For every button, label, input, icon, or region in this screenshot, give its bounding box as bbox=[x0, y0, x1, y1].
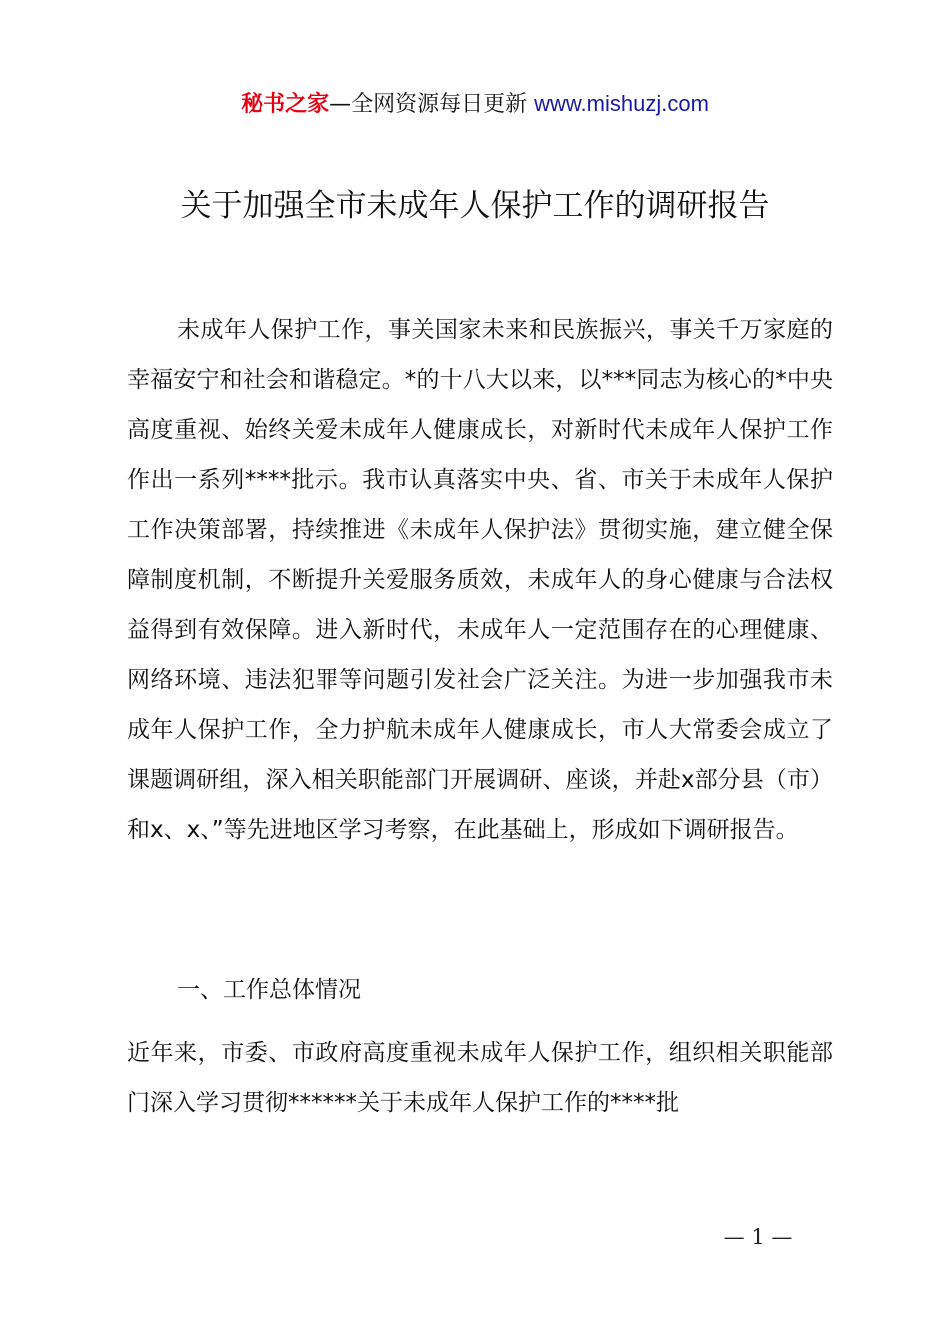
site-header-banner bbox=[0, 88, 950, 121]
intro-paragraph: 未成年人保护工作，事关国家未来和民族振兴，事关千万家庭的幸福安宁和社会和谐稳定。*的十八大以来，以***同志为核心的*中央高度重视、始终关爱未成年人健康成长，对新时代未成年人保护工作作出一系列****批示。我市认真落实中央、省、市关于未成年人保护工作决策部署，持续推进《未成年人保护法》贯彻实施，建立健全保障制度机制，不断提升关爱服务质效，未成年人的身心健康与合法权益得到有效保障。进入新时代，未成年人一定范围存在的心理健康、网络环境、违法犯罪等问题引发社会广泛关注。为进一步加强我市未成年人保护工作，全力护航未成年人健康成长，市人大常委会成立了课题调研组，深入相关职能部门开展调研、座谈，并赴x部分县（市）和x、x、”等先进地区学习考察，在此基础上，形成如下调研报告。 bbox=[127, 317, 833, 843]
section-heading: 一、工作总体情况 bbox=[177, 977, 361, 1003]
document-title: 关于加强全市未成年人保护工作的调研报告 bbox=[180, 188, 770, 224]
site-url-link[interactable]: www.mishuzj.com bbox=[534, 91, 709, 116]
header-tagline: —全网资源每日更新 bbox=[329, 92, 528, 117]
brand-name: 秘书之家 bbox=[241, 92, 330, 117]
page-number: — 1 — bbox=[723, 1225, 793, 1249]
section-paragraph: 近年来，市委、市政府高度重视未成年人保护工作，组织相关职能部门深入学习贯彻******关于未成年人保护工作的****批 bbox=[127, 1040, 833, 1116]
